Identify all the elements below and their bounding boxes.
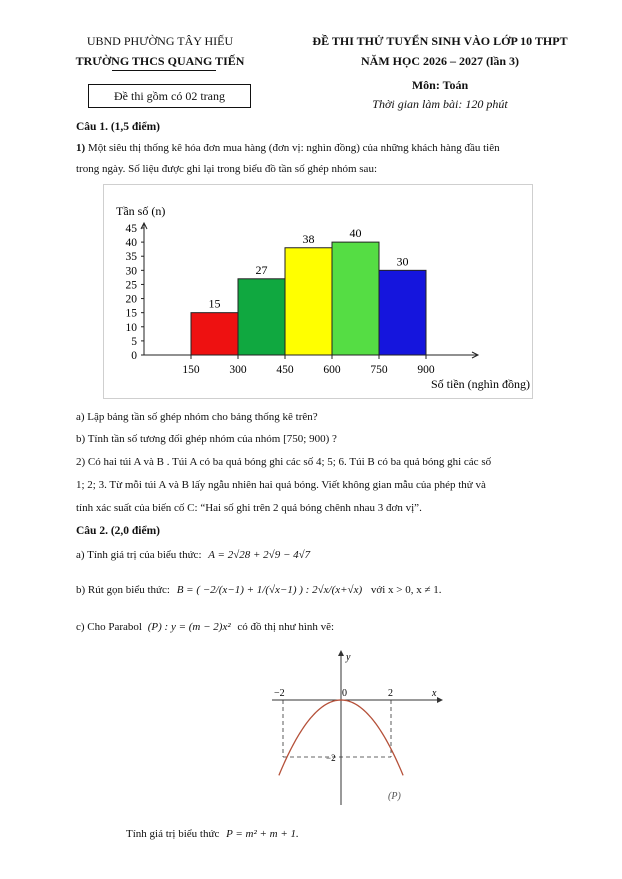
- bar-value-label: 38: [302, 231, 315, 246]
- part-number: 1): [76, 142, 86, 154]
- expression-parabola: (P) : y = (m − 2)x²: [147, 621, 231, 633]
- expression-b: B = ( −2/(x−1) + 1/(√x−1) ) : 2√x/(x+√x): [176, 584, 363, 596]
- y-axis-label: y: [346, 652, 351, 663]
- bar-value-label: 40: [349, 226, 362, 241]
- histogram-bar: [379, 270, 426, 355]
- x-tick-label: 750: [370, 364, 388, 376]
- histogram-bar: [332, 242, 379, 355]
- y-tick-label: 30: [125, 265, 137, 278]
- x-axis-title: Số tiền (nghìn đồng): [431, 377, 530, 391]
- authority-name: UBND PHƯỜNG TÂY HIẾU: [86, 34, 234, 48]
- x-tick-label: 900: [417, 364, 435, 376]
- time-limit: Thời gian làm bài: 120 phút: [372, 97, 508, 111]
- page-count-box: [88, 84, 251, 108]
- y-tick-label: 20: [125, 293, 137, 306]
- x-tick-label: 300: [229, 364, 247, 376]
- page-count-text: Đề thi gồm có 02 trang: [114, 88, 225, 103]
- question-1-part2-line3: tính xác suất của biến cố C: “Hai số ghi trên 2 quả bóng chênh nhau 3 đơn vị”.: [76, 502, 422, 514]
- final-prefix: Tính giá trị biểu thức: [126, 828, 220, 840]
- question-2-title: Câu 2. (2,0 điểm): [76, 525, 161, 537]
- question-1-title: Câu 1. (1,5 điểm): [76, 121, 161, 133]
- question-1-part1-line1: [76, 142, 500, 154]
- tick-y-label: −2: [326, 753, 336, 763]
- final-question: [126, 828, 299, 840]
- x-axis-label: x: [432, 688, 437, 699]
- part-text: Một siêu thị thống kê hóa đơn mua hàng (đơn vị: nghìn đồng) của những khách hàng đầu tiên: [87, 142, 500, 154]
- school-year: NĂM HỌC 2026 – 2027 (lần 3): [361, 54, 519, 68]
- expression-p: P = m² + m + 1.: [226, 828, 299, 840]
- question-2b: [76, 584, 442, 596]
- bar-value-label: 15: [208, 296, 221, 311]
- bar-value-label: 30: [396, 254, 409, 269]
- question-1b: b) Tính tần số tương đối ghép nhóm của nhóm [750; 900) ?: [76, 433, 337, 445]
- histogram-frame: [103, 184, 533, 399]
- parabola-graph: [250, 645, 450, 815]
- x-tick-label: 450: [276, 364, 294, 376]
- y-tick-label: 40: [125, 237, 137, 250]
- y-tick-label: 0: [131, 350, 137, 362]
- question-1-part2-line1: 2) Có hai túi A và B . Túi A có ba quả bóng ghi các số 4; 5; 6. Túi B có ba quả bóng ghi các số: [76, 456, 492, 468]
- y-axis-title: Tần số (n): [116, 204, 166, 218]
- y-tick-label: 45: [125, 223, 137, 235]
- histogram-chart: [104, 185, 534, 400]
- exam-title: ĐỀ THI THỬ TUYỂN SINH VÀO LỚP 10 THPT: [312, 34, 568, 48]
- x-tick-label: 600: [323, 364, 341, 376]
- histogram-bar: [238, 279, 285, 355]
- tick-0-label: 0: [342, 688, 347, 699]
- question-2a-prefix: a) Tính giá trị của biểu thức:: [76, 549, 202, 561]
- histogram-bar: [285, 248, 332, 355]
- y-tick-label: 35: [125, 251, 137, 264]
- school-underline: [112, 70, 216, 71]
- curve-label: (P): [388, 791, 401, 802]
- tick-neg2-label: −2: [274, 688, 285, 699]
- question-2b-prefix: b) Rút gọn biểu thức:: [76, 584, 170, 596]
- tick-2-label: 2: [388, 688, 393, 699]
- school-name: TRƯỜNG THCS QUANG TIẾN: [75, 54, 245, 68]
- y-tick-label: 10: [125, 321, 137, 334]
- y-tick-label: 5: [131, 335, 137, 348]
- condition-b: với x > 0, x ≠ 1.: [370, 584, 442, 596]
- question-1a: a) Lập bảng tần số ghép nhóm cho bảng thống kê trên?: [76, 411, 318, 423]
- histogram-bar: [191, 313, 238, 355]
- question-2c: [76, 621, 334, 633]
- y-tick-label: 15: [125, 307, 137, 320]
- subject: Môn: Toán: [411, 78, 469, 92]
- question-2a: [76, 549, 310, 561]
- bar-value-label: 27: [255, 262, 268, 277]
- expression-a: A = 2√28 + 2√9 − 4√7: [208, 549, 311, 561]
- x-tick-label: 150: [182, 364, 200, 376]
- question-2c-suffix: có đồ thị như hình vẽ:: [237, 621, 335, 633]
- question-1-part2-line2: 1; 2; 3. Từ mỗi túi A và B lấy ngẫu nhiên hai quả bóng. Viết không gian mẫu của phép thử và: [76, 479, 486, 491]
- question-2c-prefix: c) Cho Parabol: [76, 621, 142, 633]
- question-1-part1-line2: trong ngày. Số liệu được ghi lại trong biểu đồ tần số ghép nhóm sau:: [76, 163, 377, 175]
- y-tick-label: 25: [125, 279, 137, 292]
